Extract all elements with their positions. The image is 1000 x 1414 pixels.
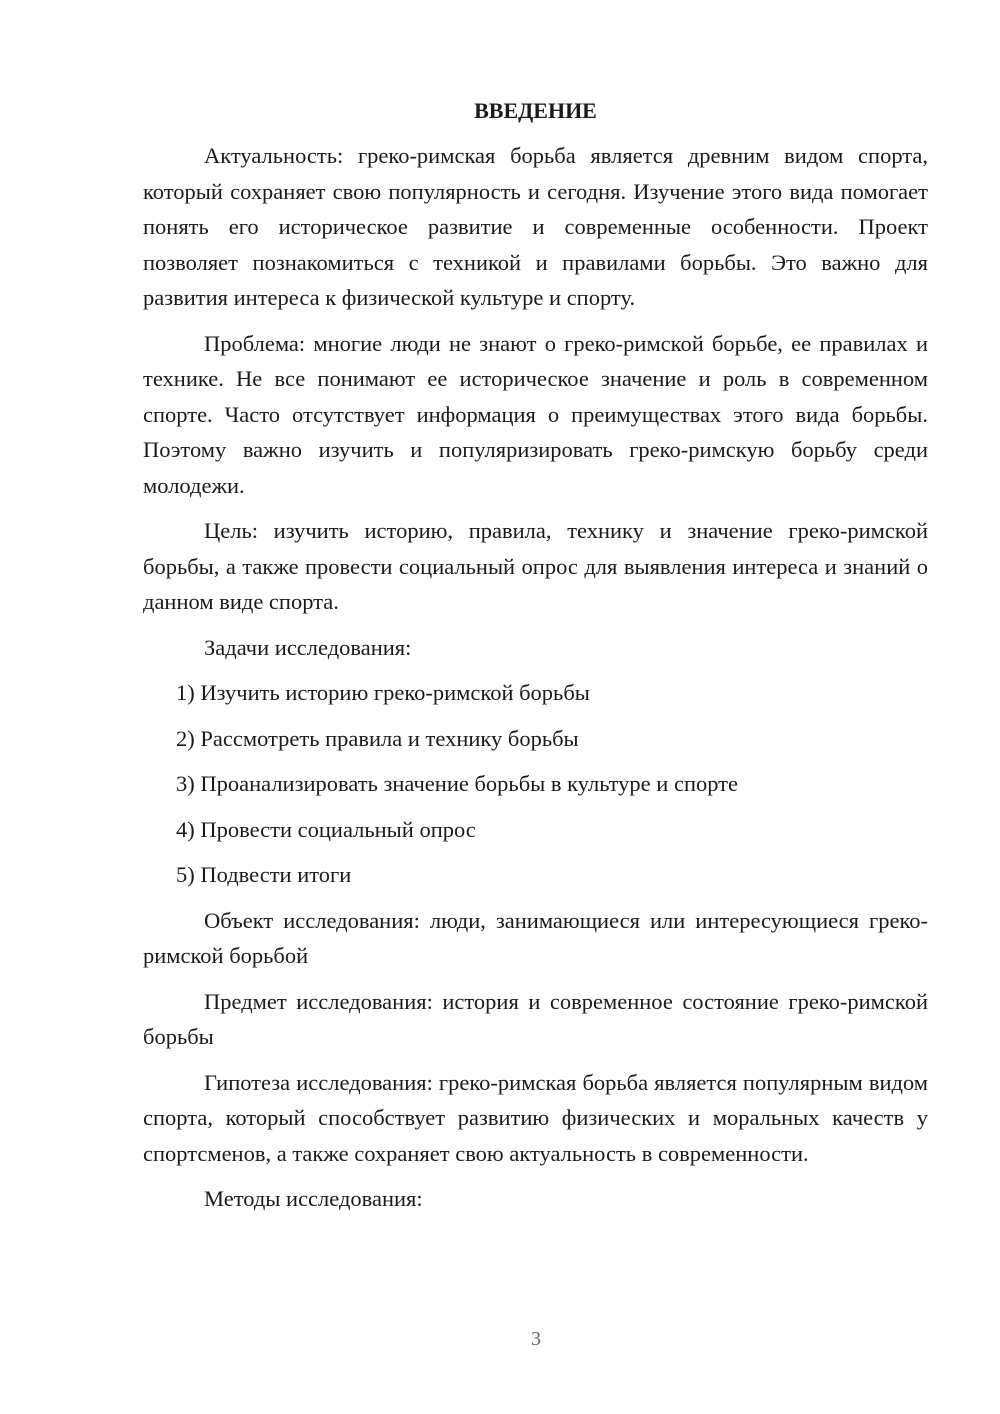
paragraph-relevance: Актуальность: греко-римская борьба является древним видом спорта, который сохраняет свою популярность и сегодня. Изучение этого вида помогает понять его историческое развитие и современные особенности. Проект позволяет познакомиться с техникой и правилами борьбы. Это важно для развития интереса к физической культуре и спорту. xyxy=(143,143,928,310)
paragraph-subject: Предмет исследования: история и современное состояние греко-римской борьбы xyxy=(143,988,928,1049)
tasks-title: Задачи исследования: xyxy=(204,634,412,660)
tasks-list xyxy=(143,675,928,893)
page-number: 3 xyxy=(531,1328,541,1350)
list-item: 2) Рассмотреть правила и технику борьбы xyxy=(176,725,579,751)
section-heading: ВВЕДЕНИЕ xyxy=(474,98,597,123)
list-item: 3) Проанализировать значение борьбы в культуре и спорте xyxy=(176,771,739,796)
paragraph-goal: Цель: изучить историю, правила, технику и значение греко-римской борьбы, а также провести социальный опрос для выявления интереса и знаний о данном виде спорта. xyxy=(143,518,928,614)
paragraph-hypothesis: Гипотеза исследования: греко-римская борьба является популярным видом спорта, который способствует развитию физических и моральных качеств у спортсменов, а также сохраняет свою актуальность в современности. xyxy=(143,1069,928,1166)
list-item: 5) Подвести итоги xyxy=(176,862,352,887)
page-content xyxy=(143,94,928,1227)
paragraph-object: Объект исследования: люди, занимающиеся или интересующиеся греко-римской борьбой xyxy=(143,907,928,968)
methods-title: Методы исследования: xyxy=(204,1186,423,1211)
list-item: 1) Изучить историю греко-римской борьбы xyxy=(176,680,590,705)
paragraph-problem: Проблема: многие люди не знают о греко-римской борьбе, ее правилах и технике. Не все понимают ее историческое значение и роль в современном спорте. Часто отсутствует информация о преимуществах этого вида борьбы. Поэтому важно изучить и популяризировать греко-римскую борьбу среди молодежи. xyxy=(143,330,928,498)
list-item: 4) Провести социальный опрос xyxy=(176,816,476,842)
